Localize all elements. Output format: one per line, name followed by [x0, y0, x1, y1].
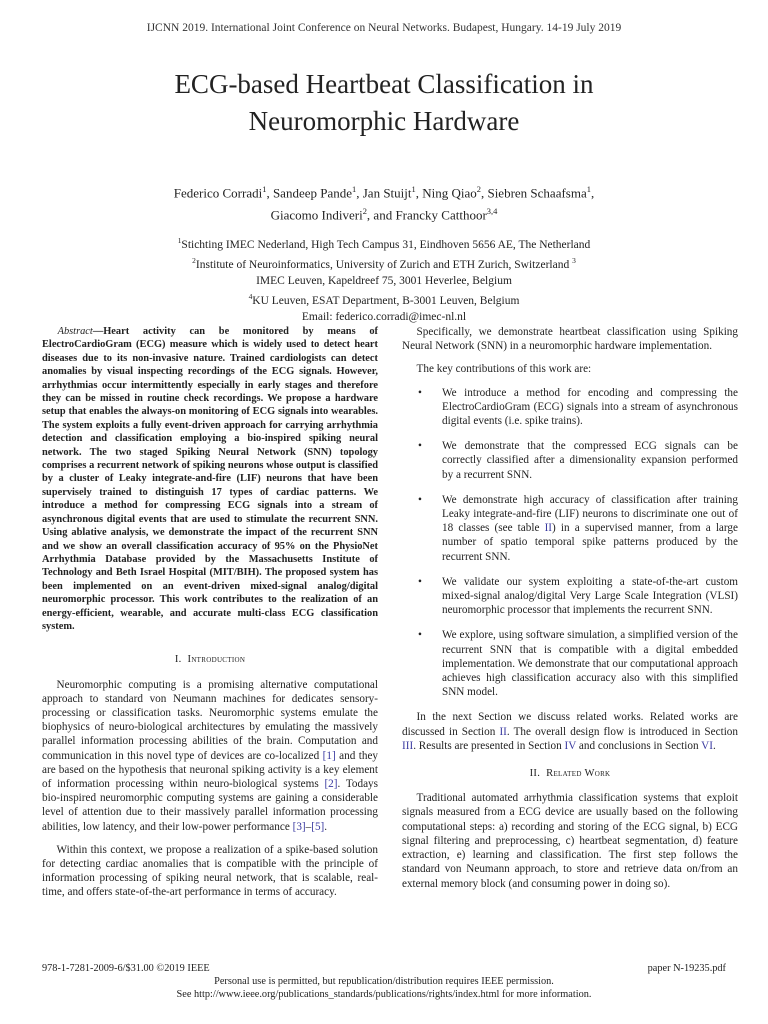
citation-link[interactable]: [5] [311, 820, 325, 833]
table-ref-link[interactable]: II [544, 522, 553, 535]
section-heading-related-work: II. Related Work [529, 768, 611, 780]
author-line-1: Federico Corradi$^1$, Sandeep Pande$^1$, Jan Stuijt$^1$, Ning Qiao$^2$, Siebren Schaafsma$^1$, [173, 184, 595, 201]
section-ref-link[interactable]: III [402, 739, 414, 752]
bullet: • [418, 386, 422, 399]
section-ref-link[interactable]: IV [564, 739, 577, 752]
author-line-2: Giacomo Indiveri$^2$, and Francky Catthoor$^{3,4}$ [270, 206, 498, 223]
abstract-label: Abstract [57, 326, 93, 337]
affiliation-1: $^1$Stichting IMEC Nederland, High Tech Campus 31, Eindhoven 5656 AE, The Netherland [177, 236, 591, 251]
list-item: • We demonstrate that the compressed ECG signals can be correctly classified after a dimensionality expansion performed by a recurrent SNN. [418, 440, 738, 481]
footer-line-1: Personal use is permitted, but republication/distribution requires IEEE permission. [214, 976, 554, 987]
list-item: • We validate our system exploiting a state-of-the-art custom mixed-signal analog/digital Very Large Scale Integration (VLSI) neuromorphic processor that implements the recurrent SNN. [418, 575, 738, 617]
citation-link[interactable]: [3] [292, 820, 306, 833]
author-name: Ning Qiao [422, 185, 477, 201]
author-name: and Francky Catthoor [373, 207, 487, 223]
intro-paragraph-2: Within this context, we propose a realization of a spike-based solution for detecting cardiac anomalies that is compatible with the principle of information processing of spiking neural network, that is scalable, real-time, and offers state-of-the-art performance in terms of accuracy. [42, 843, 378, 899]
related-work-paragraph: Traditional automated arrhythmia classification systems that exploit signals measured from a ECG device are usually based on the following computational steps: a) recording and storing of the ECG signal, b) ECG signal filtering and preprocessing, c) heartbeat segmentation, d) feature extraction, e) learning and classification. The first step follows the standard von Neumann approach, to store and retrieve data on/from an external memory block (and consuming power in doing so). [402, 792, 738, 890]
author-name: Siebren Schaafsma [487, 185, 587, 201]
affiliation-4: $^4$KU Leuven, ESAT Department, B-3001 Leuven, Belgium [248, 292, 520, 308]
section-ref-link[interactable]: II [499, 725, 507, 738]
affiliation-2: $^2$Institute of Neuroinformatics, University of Zurich and ETH Zurich, Switzerland $^3$ [192, 256, 576, 272]
title-line-2: Neuromorphic Hardware [248, 106, 520, 136]
contributions-list [402, 386, 738, 700]
left-column [42, 325, 378, 909]
abstract [42, 325, 378, 633]
citation-link[interactable]: [1] [322, 749, 336, 762]
affiliation-3: IMEC Leuven, Kapeldreef 75, 3001 Heverlee, Belgium [256, 274, 512, 287]
bullet: • [418, 629, 422, 642]
conference-header: IJCNN 2019. International Joint Conference on Neural Networks. Budapest, Hungary. 14-19 July 2019 [146, 22, 622, 34]
author-name: Giacomo Indiveri [270, 207, 363, 223]
footer-isbn: 978-1-7281-2009-6/$31.00 ©2019 IEEE [42, 963, 210, 974]
paper-title [0, 66, 768, 140]
footer-paper-id: paper N-19235.pdf [647, 963, 726, 974]
right-paragraph-1: Specifically, we demonstrate heartbeat classification using Spiking Neural Network (SNN) in a neuromorphic hardware implementation. [402, 326, 738, 353]
right-column [402, 325, 738, 900]
right-paragraph-3: In the next Section we discuss related works. Related works are discussed in Section II. The overall design flow is introduced in Section III. Results are presented in Section IV and conclusions in Section VI. [402, 711, 738, 752]
footer-copyright [0, 976, 768, 1001]
citation-link[interactable]: [2] [324, 777, 338, 790]
section-heading-introduction: I. Introduction [174, 654, 246, 666]
author-email: Email: federico.corradi@imec-nl.nl [301, 310, 467, 323]
author-name: Sandeep Pande [272, 185, 353, 201]
title-line-1: ECG-based Heartbeat Classification in [174, 69, 594, 99]
right-paragraph-2: The key contributions of this work are: [416, 363, 592, 376]
abstract-text: —Heart activity can be monitored by means of ElectroCardioGram (ECG) measure which is widely used to detect heart diseases due to its non-invasive nature. Trained cardiologists can detect anomalies by visual inspecting recordings of the ECG signals. However, arrhythmias occur intermittently especially in early stages and therefore they can be missed in routine check recordings. We propose a hardware setup that enables the always-on monitoring of ECG signals into wearables. The system exploits a fully event-driven approach for carrying arrhythmia detection and classification employing a bio-inspired spiking neural network. The two staged Spiking Neural Network (SNN) topology comprises a recurrent network of spiking neurons whose output is classified by a cluster of Leaky integrate-and-fire (LIF) neurons that have been supervisely trained to distinguish 17 types of cardiac patterns. We introduce a method for compressing ECG signals into a stream of asynchronous digital events that are used to stimulate the recurrent SNN. Using ablative analysis, we demonstrate the impact of the recurrent SNN and we show an overall classification accuracy of 95% on the PhysioNet Arrhythmia Database provided by the Massachusetts Institute of Technology and Beth Israel Hospital (MIT/BIH). The proposed system has been implemented on an event-driven mixed-signal analog/digital neuromorphic processor. This work contributes to the realization of an energy-efficient, wearable, and accurate multi-class ECG classification system. [42, 326, 378, 632]
bullet: • [418, 440, 422, 453]
author-name: Federico Corradi [173, 185, 263, 201]
section-ref-link[interactable]: VI [701, 739, 713, 752]
bullet: • [418, 575, 422, 588]
affiliations [0, 233, 768, 325]
bullet: • [418, 493, 422, 506]
intro-paragraph-1: Neuromorphic computing is a promising alternative computational approach to standard von Neumann machines for dedicates sensory-processing or classification tasks. Neuromorphic systems emulate the biophysics of neuro-biological architectures by emulating the massively parallel information processing abilities of the brain. Computation and communication in this novel type of devices are co-localized [1] and they are based on the hypothesis that neuronal spiking activity is a key element of information processing within neuro-biological systems [2]. Todays bio-inspired neuromorphic computing systems are gaining a considerable level of attention due to their massively parallel information processing abilities, low latency, and their low-power performance [3]–[5]. [42, 678, 378, 833]
list-item: • We introduce a method for encoding and compressing the ElectroCardioGram (ECG) signals into a stream of asynchronous digital events (i.e. spike trains). [418, 386, 738, 428]
footer-line-2: See http://www.ieee.org/publications_standards/publications/rights/index.html for more information. [176, 988, 592, 1000]
list-item: • We demonstrate high accuracy of classification after training Leaky integrate-and-fire (LIF) neurons to discriminate one out of 18 classes (see table II) in a supervised manner, from a large number of spatio temporal spike patterns produced by the recurrent SNN. [418, 493, 738, 563]
author-list [0, 180, 768, 225]
list-item: • We explore, using software simulation, a simplified version of the recurrent SNN that is compatible with a digital embedded implementation. We demonstrate that our computational approach achieves high classification accuracy also with this simplified SNN model. [418, 629, 738, 699]
author-name: Jan Stuijt [362, 185, 412, 201]
